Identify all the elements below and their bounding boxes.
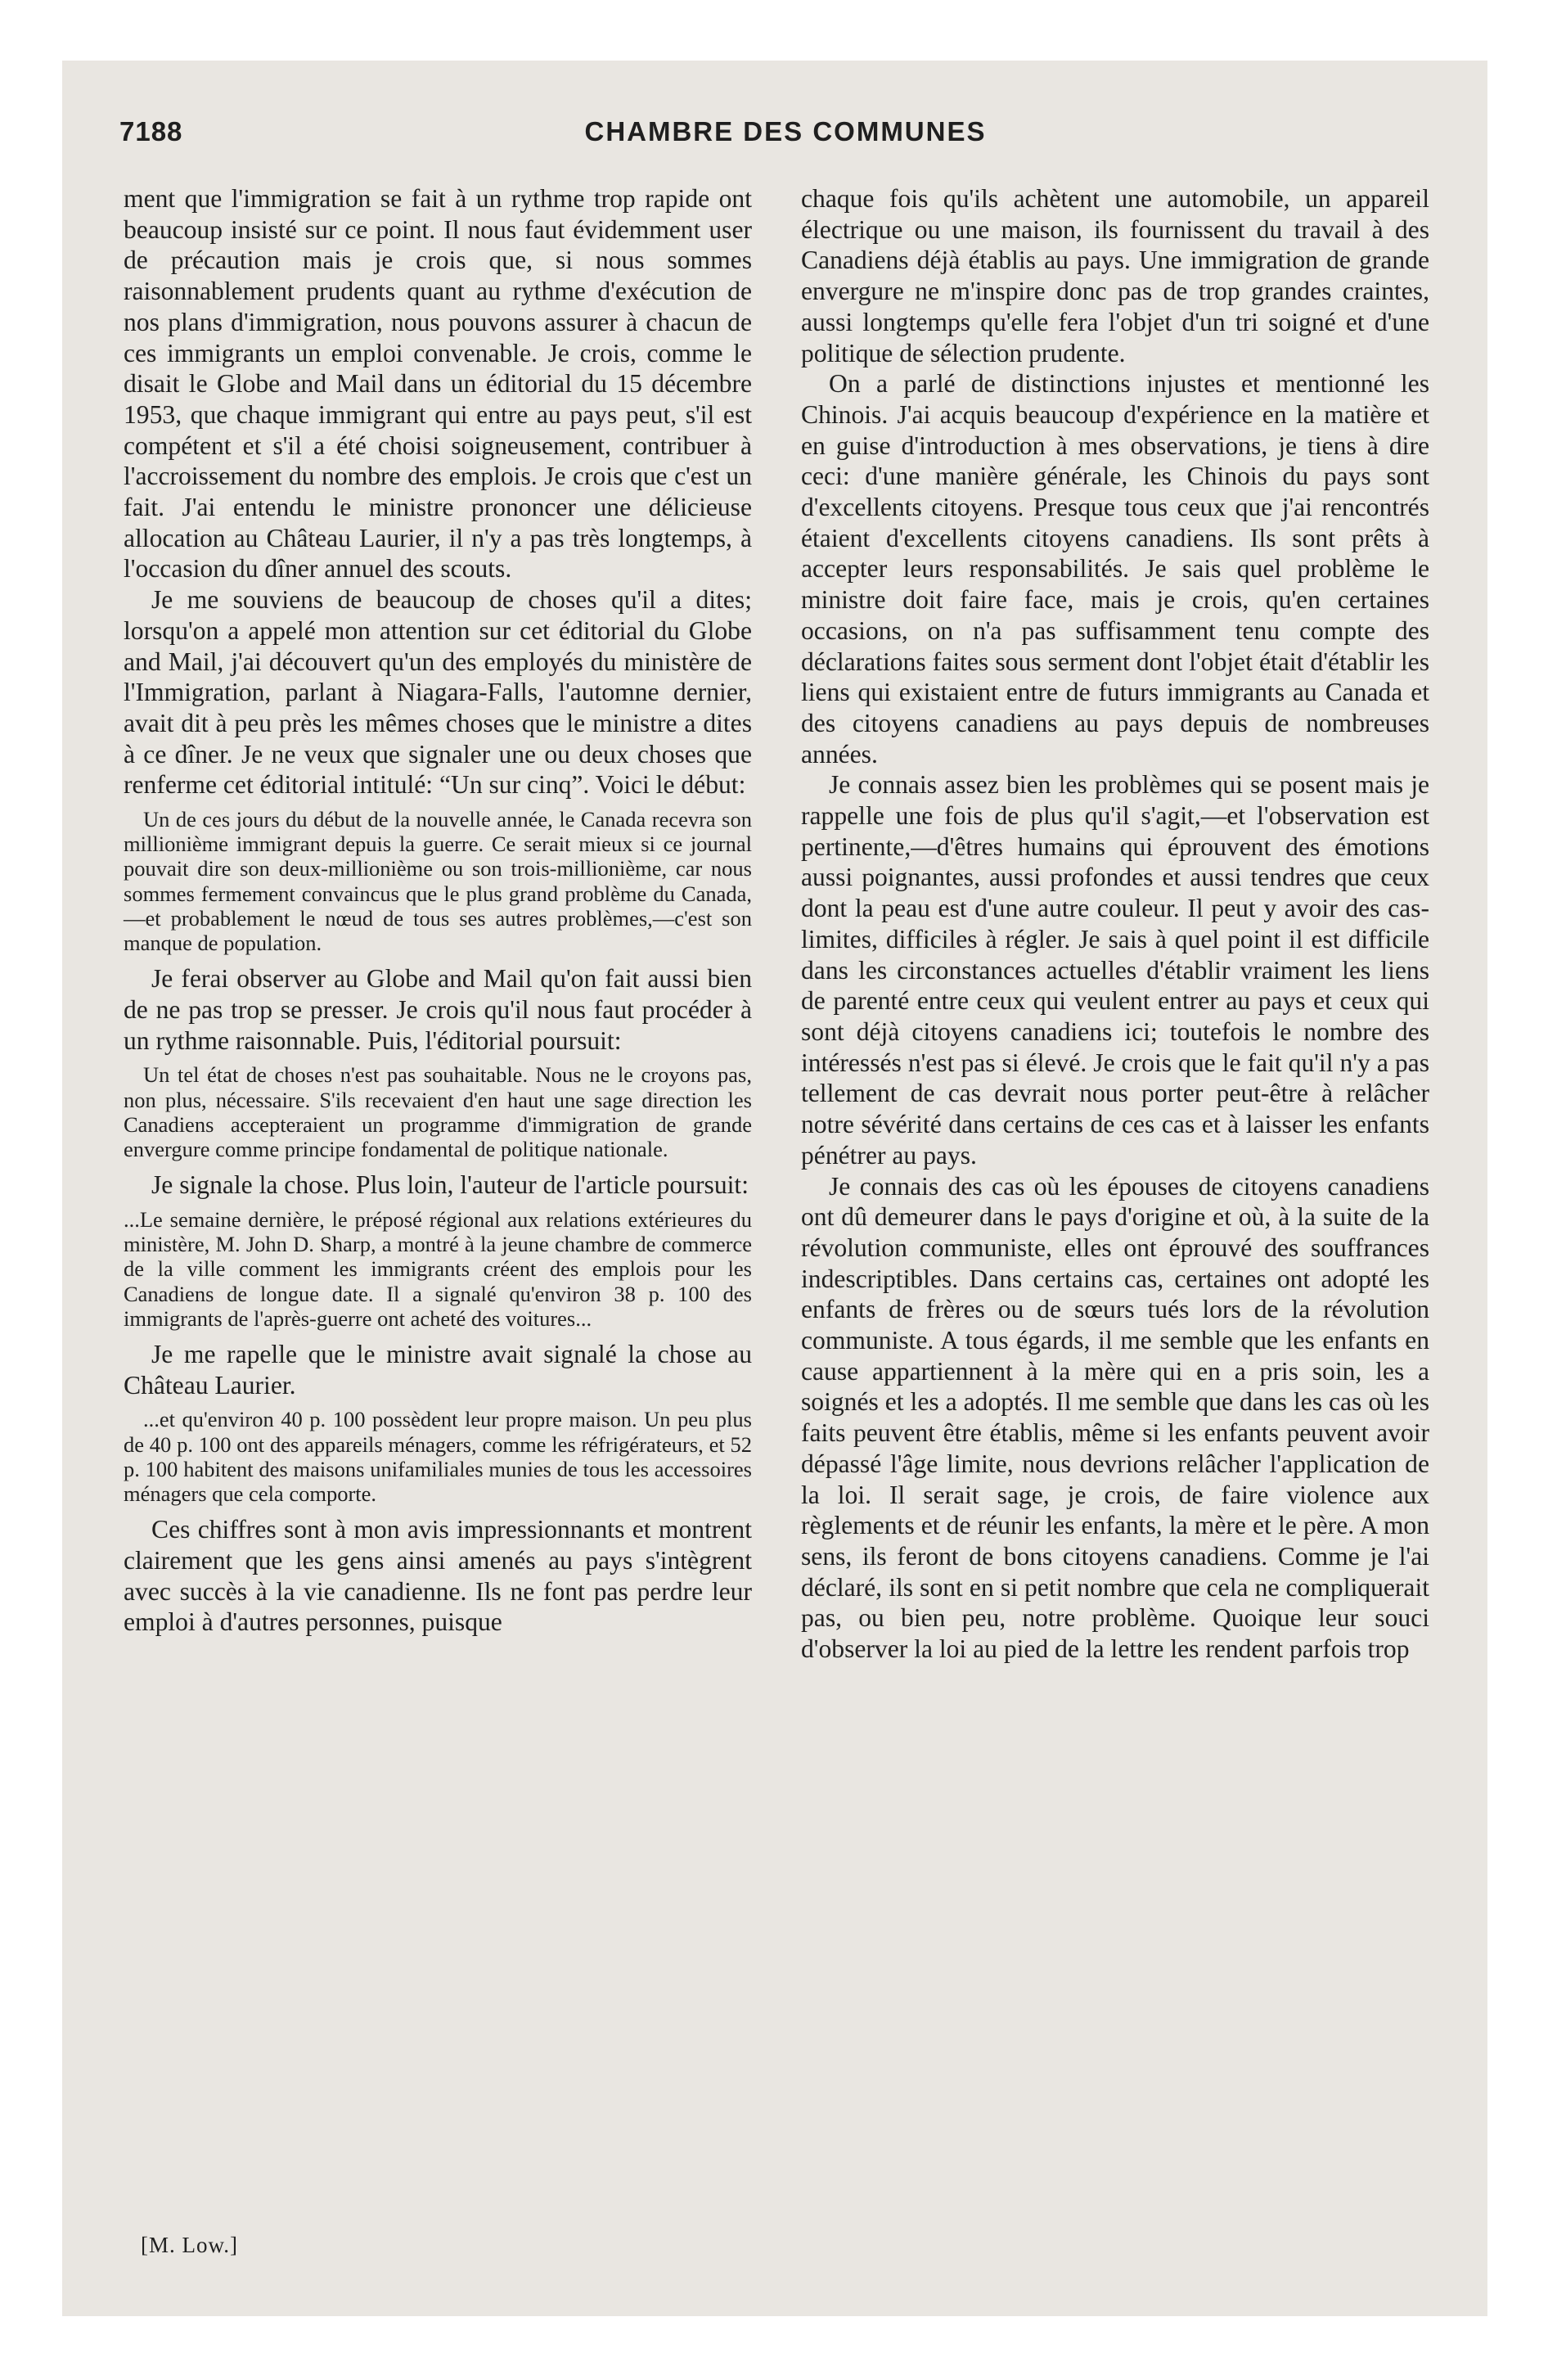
paragraph: On a parlé de distinctions injustes et mentionné les Chinois. J'ai acquis beaucoup d'expérience en la matière et en guise d'introduction à mes observations, je tiens à dire ceci: d'une manière générale, les Chinois du pays sont d'excellents citoyens. Presque tous ceux que j'ai rencontrés étaient d'excellents citoyens canadiens. Ils sont prêts à accepter leurs responsabilités. Je sais quel problème le ministre doit faire face, mais je crois, qu'en certaines occasions, on n'a pas suffisamment tenu compte des déclarations faites sous serment dont l'objet était d'établir les liens qui existaient entre de futurs immigrants au Canada et des citoyens canadiens au pays depuis de nombreuses années. [801, 369, 1429, 769]
block-quote: Un tel état de choses n'est pas souhaitable. Nous ne le croyons pas, non plus, nécessaire. S'ils recevaient d'en haut une sage direction les Canadiens accepteraient un programme d'immigration de grande envergure comme principe fondamental de politique nationale. [124, 1062, 752, 1161]
paragraph: Ces chiffres sont à mon avis impressionnants et montrent clairement que les gens ainsi amenés au pays s'intègrent avec succès à la vie canadienne. Ils ne font pas perdre leur emploi à d'autres personnes, puisque [124, 1515, 752, 1637]
paragraph: Je connais assez bien les problèmes qui se posent mais je rappelle une fois de plus qu'il s'agit,—et l'observation est pertinente,—d'êtres humains qui éprouvent des émotions aussi poignantes, aussi profondes et aussi tendres que ceux dont la peau est d'une autre couleur. Il peut y avoir des cas-limites, difficiles à régler. Je sais à quel point il est difficile dans les circonstances actuelles d'établir vraiment les liens de parenté entre ceux qui veulent entrer au pays et ceux qui sont déjà citoyens canadiens ici; toutefois le nombre des intéressés n'est pas si élevé. Je crois que le fait qu'il n'y a pas tellement de cas devrait nous porter peut-être à relâcher notre sévérité dans certains de ces cas et à laisser les enfants pénétrer au pays. [801, 770, 1429, 1170]
block-quote: Un de ces jours du début de la nouvelle année, le Canada recevra son millionième immigrant depuis la guerre. Ce serait mieux si ce journal pouvait dire son deux-millionième ou son trois-millionième, car nous sommes fermement convaincus que le plus grand problème du Canada,—et probablement le nœud de tous ses autres problèmes,—c'est son manque de population. [124, 807, 752, 956]
page-number: 7188 [119, 116, 183, 146]
page-header [115, 116, 1456, 152]
block-quote: ...Le semaine dernière, le préposé régional aux relations extérieures du ministère, M. John D. Sharp, a montré à la jeune chambre de commerce de la ville comment les immigrants créent des emplois pour les Canadiens de longue date. Il a signalé qu'environ 38 p. 100 des immigrants de l'après-guerre ont acheté des voitures... [124, 1206, 752, 1331]
speaker-attribution: [M. Low.] [141, 2233, 238, 2257]
paragraph: ment que l'immigration se fait à un rythme trop rapide ont beaucoup insisté sur ce point. Il nous faut évidemment user de précaution mais je crois que, si nous sommes raisonnablement prudents quant au rythme d'exécution de nos plans d'immigration, nous pouvons assurer à chacun de ces immigrants un emploi convenable. Je crois, comme le disait le Globe and Mail dans un éditorial du 15 décembre 1953, que chaque immigrant qui entre au pays peut, s'il est compétent et s'il a été choisi soigneusement, contribuer à l'accroissement du nombre des emplois. Je crois que c'est un fait. J'ai entendu le ministre prononcer une délicieuse allocation au Château Laurier, il n'y a pas très longtemps, à l'occasion du dîner annuel des scouts. [124, 184, 752, 584]
block-quote: ...et qu'environ 40 p. 100 possèdent leur propre maison. Un peu plus de 40 p. 100 ont des appareils ménagers, comme les réfrigérateurs, et 52 p. 100 habitent des maisons unifamiliales munies de tous les accessoires ménagers que cela comporte. [124, 1407, 752, 1506]
running-head: CHAMBRE DES COMMUNES [584, 116, 987, 146]
paragraph: chaque fois qu'ils achètent une automobile, un appareil électrique ou une maison, ils fournissent du travail à des Canadiens déjà établis au pays. Une immigration de grande envergure ne m'inspire donc pas de trop grandes craintes, aussi longtemps qu'elle fera l'objet d'un tri soigné et d'une politique de sélection prudente. [801, 184, 1429, 367]
paragraph: Je ferai observer au Globe and Mail qu'on fait aussi bien de ne pas trop se presser. Je crois qu'il nous faut procéder à un rythme raisonnable. Puis, l'éditorial poursuit: [124, 964, 752, 1055]
paragraph: Je me rapelle que le ministre avait signalé la chose au Château Laurier. [124, 1339, 752, 1400]
paragraph: Je connais des cas où les épouses de citoyens canadiens ont dû demeurer dans le pays d'origine et où, à la suite de la révolution communiste, elles ont éprouvé des souffrances indescriptibles. Dans certains cas, certaines ont adopté les enfants de frères ou de sœurs tués lors de la révolution communiste. A tous égards, il me semble que les enfants en cause appartiennent à la mère qui en a pris soin, les a soignés et les a adoptés. Il me semble que dans les cas où les faits peuvent être établis, même si les enfants peuvent avoir dépassé l'âge limite, nous devrions relâcher l'application de la loi. Il serait sage, je crois, de faire violence aux règlements et de réunir les enfants, la mère et le père. A mon sens, ils feront de bons citoyens canadiens. Comme je l'ai déclaré, ils sont en si petit nombre que cela ne compliquerait pas, ou bien peu, notre problème. Quoique leur souci d'observer la loi au pied de la lettre les rendent parfois trop [801, 1171, 1429, 1664]
paragraph: Je me souviens de beaucoup de choses qu'il a dites; lorsqu'on a appelé mon attention sur cet éditorial du Globe and Mail, j'ai découvert qu'un des employés du ministère de l'Immigration, parlant à Niagara-Falls, l'automne dernier, avait dit à peu près les mêmes choses que le ministre a dites à ce dîner. Je ne veux que signaler une ou deux choses que renferme cet éditorial intitulé: “Un sur cinq”. Voici le début: [124, 585, 752, 800]
left-column [124, 183, 752, 1638]
right-column [801, 183, 1429, 1665]
paragraph: Je signale la chose. Plus loin, l'auteur de l'article poursuit: [151, 1170, 749, 1200]
